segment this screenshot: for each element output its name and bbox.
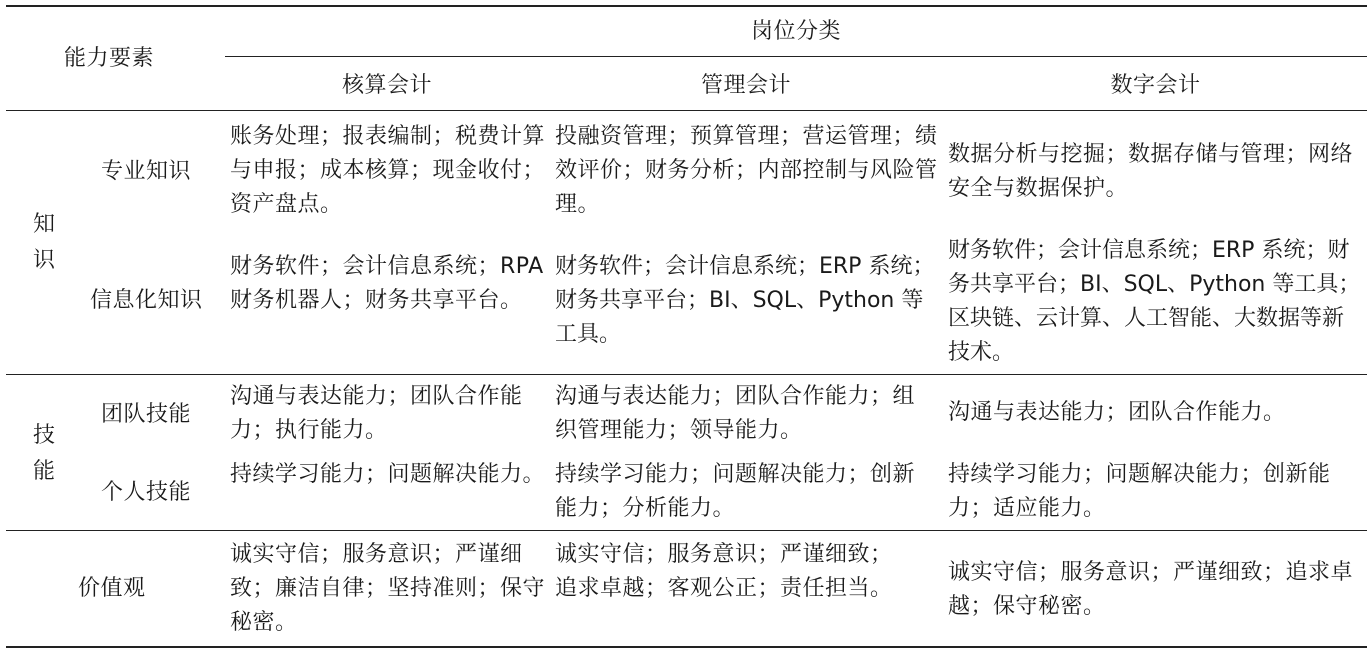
cell-information-knowledge-digital: 财务软件；会计信息系统；ERP 系统；财务共享平台；BI、SQL、Python 等工具；区块链、云计算、人工智能、大数据等新技术。 xyxy=(948,238,1361,365)
row-label-personal-skills: 个人技能 xyxy=(101,480,192,505)
cell-professional-knowledge-management: 投融资管理；预算管理；营运管理；绩效评价；财务分析；内部控制与风险管理。 xyxy=(555,124,938,217)
group-label-knowledge: 知识 xyxy=(32,212,55,273)
bottom-rule xyxy=(6,646,1367,648)
row-label-team-skills: 团队技能 xyxy=(101,402,192,427)
column-header-management: 管理会计 xyxy=(700,73,791,98)
knowledge-bottom-rule xyxy=(6,374,1367,375)
cell-team-skills-management: 沟通与表达能力；团队合作能力；组织管理能力；领导能力。 xyxy=(555,384,916,443)
cell-personal-skills-digital: 持续学习能力；问题解决能力；创新能力；适应能力。 xyxy=(948,462,1331,521)
cell-information-knowledge-management: 财务软件；会计信息系统；ERP 系统；财务共享平台；BI、SQL、Python 等工具。 xyxy=(555,254,935,347)
group-label-skills: 技能 xyxy=(32,423,55,484)
header-ability-elements: 能力要素 xyxy=(64,46,155,71)
header-bottom-rule xyxy=(6,110,1367,111)
cell-personal-skills-management: 持续学习能力；问题解决能力；创新能力；分析能力。 xyxy=(555,462,916,521)
header-position-category: 岗位分类 xyxy=(750,19,841,44)
cell-professional-knowledge-accounting: 账务处理；报表编制；税费计算与申报；成本核算；现金收付；资产盘点。 xyxy=(230,124,546,217)
cell-team-skills-digital: 沟通与表达能力；团队合作能力。 xyxy=(948,400,1286,425)
skills-bottom-rule xyxy=(6,530,1367,531)
row-label-information-knowledge: 信息化知识 xyxy=(90,288,203,313)
cell-personal-skills-accounting: 持续学习能力；问题解决能力。 xyxy=(230,462,546,487)
row-label-professional-knowledge: 专业知识 xyxy=(101,159,192,184)
cell-professional-knowledge-digital: 数据分析与挖掘；数据存储与管理；网络安全与数据保护。 xyxy=(948,142,1354,201)
cell-values-accounting: 诚实守信；服务意识；严谨细致；廉洁自律；坚持准则；保守秘密。 xyxy=(230,542,546,635)
cell-values-digital: 诚实守信；服务意识；严谨细致；追求卓越；保守秘密。 xyxy=(948,560,1354,619)
cell-team-skills-accounting: 沟通与表达能力；团队合作能力；执行能力。 xyxy=(230,384,523,443)
cell-information-knowledge-accounting: 财务软件；会计信息系统；RPA 财务机器人；财务共享平台。 xyxy=(230,254,544,313)
column-header-digital: 数字会计 xyxy=(1110,73,1201,98)
cell-values-management: 诚实守信；服务意识；严谨细致；追求卓越；客观公正；责任担当。 xyxy=(555,542,893,601)
top-rule xyxy=(6,5,1367,7)
column-header-accounting: 核算会计 xyxy=(341,73,432,98)
header-sub-rule xyxy=(225,56,1367,57)
row-label-values: 价值观 xyxy=(78,576,146,601)
